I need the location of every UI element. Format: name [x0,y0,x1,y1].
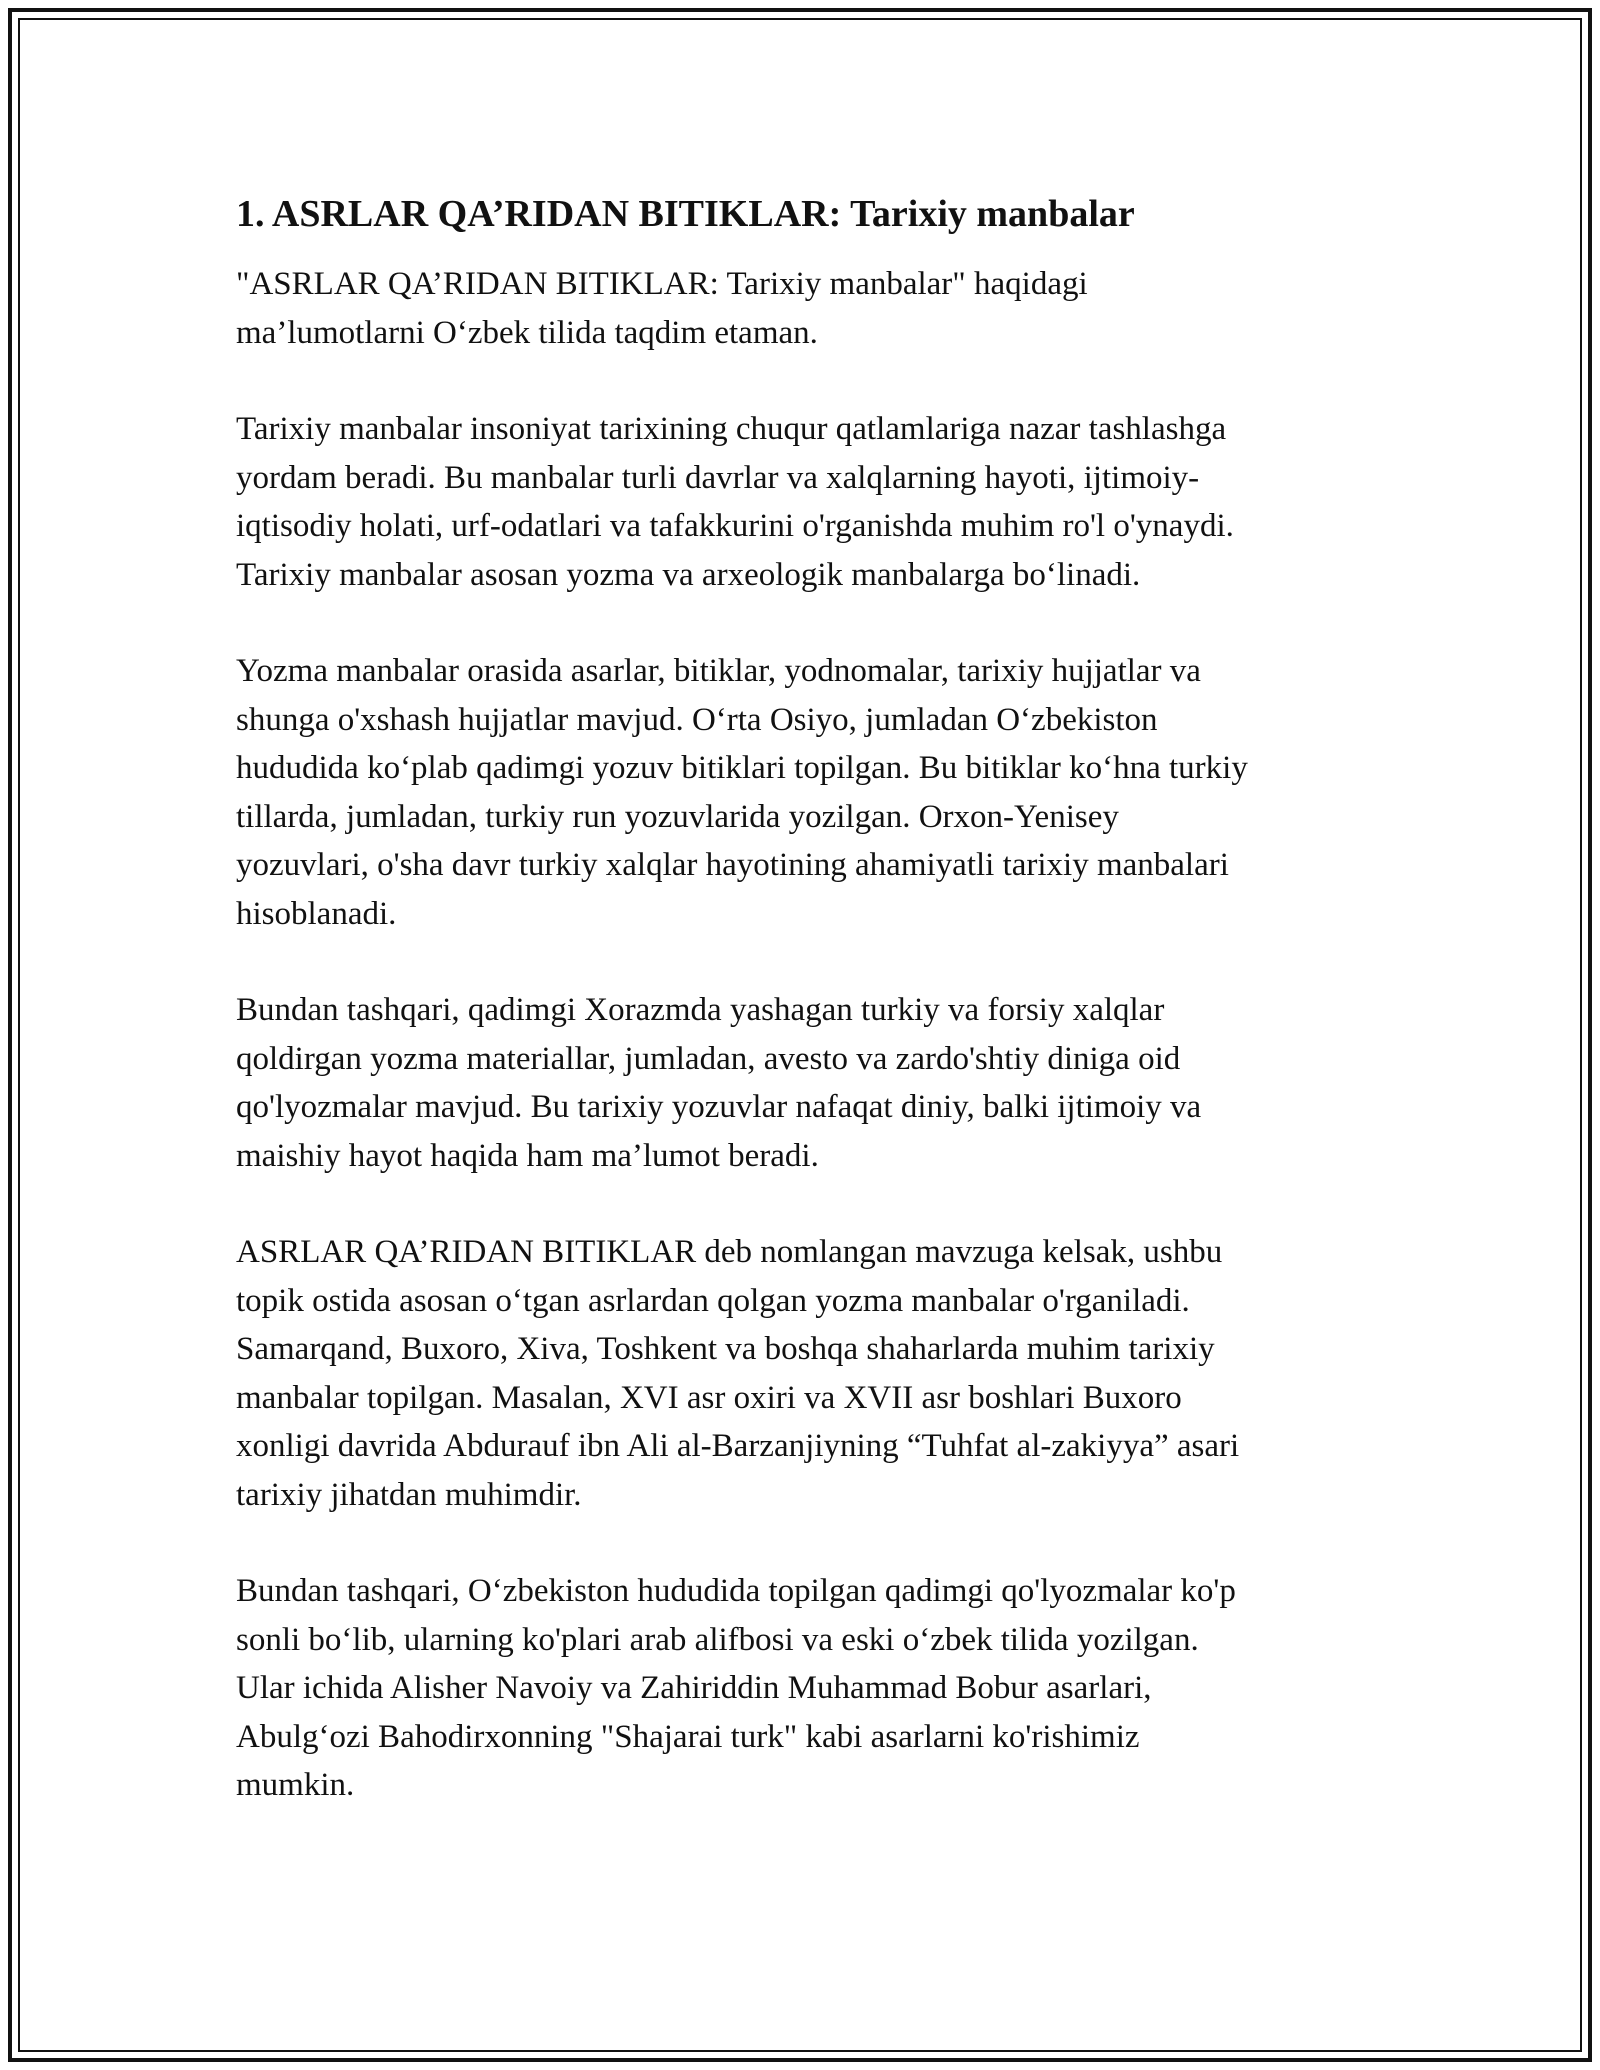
text-line: ma’lumotlarni O‘zbek tilida taqdim etaman. [236,314,818,351]
text-line: Bundan tashqari, O‘zbekiston hududida topilgan qadimgi qo'lyozmalar ko'p [236,1573,1236,1609]
text-line: shunga o'xshash hujjatlar mavjud. O‘rta Osiyo, jumladan O‘zbekiston [236,701,1158,738]
paragraph-intro [236,260,1376,357]
text-line: topik ostida asosan o‘tgan asrlardan qolgan yozma manbalar o'rganiladi. [236,1282,1190,1319]
text-line: Tarixiy manbalar asosan yozma va arxeologik manbalarga bo‘linadi. [236,556,1141,593]
text-line: Yozma manbalar orasida asarlar, bitiklar, yodnomalar, tarixiy hujjatlar va [236,653,1201,689]
text-line: qoldirgan yozma materiallar, jumladan, avesto va zardo'shtiy diniga oid [236,1040,1181,1077]
text-line: hududida ko‘plab qadimgi yozuv bitiklari topilgan. Bu bitiklar ko‘hna turkiy [236,750,1248,786]
document-body [236,188,1376,1858]
text-line: qo'lyozmalar mavjud. Bu tarixiy yozuvlar nafaqat diniy, balki ijtimoiy va [236,1089,1202,1125]
text-line: yozuvlari, o'sha davr turkiy xalqlar hayotining ahamiyatli tarixiy manbalari [236,847,1229,883]
document-heading: 1. ASRLAR QA’RIDAN BITIKLAR: Tarixiy manbalar [236,193,1135,235]
text-line: yordam beradi. Bu manbalar turli davrlar va xalqlarning hayoti, ijtimoiy- [236,459,1200,496]
text-line: tarixiy jihatdan muhimdir. [236,1476,582,1513]
text-line: tillarda, jumladan, turkiy run yozuvlarida yozilgan. Orxon-Yenisey [236,798,1119,835]
text-line: Samarqand, Buxoro, Xiva, Toshkent va boshqa shaharlarda muhim tarixiy [236,1331,1215,1367]
paragraph-sources-overview [236,405,1376,599]
paragraph-manuscripts [236,1567,1376,1810]
text-line: hisoblanadi. [236,895,397,932]
text-line: Ular ichida Alisher Navoiy va Zahiriddin Muhammad Bobur asarlari, [236,1670,1152,1706]
text-line: sonli bo‘lib, ularning ko'plari arab alifbosi va eski o‘zbek tilida yozilgan. [236,1621,1199,1658]
text-line: Bundan tashqari, qadimgi Xorazmda yashagan turkiy va forsiy xalqlar [236,992,1165,1028]
paragraph-topic [236,1228,1376,1519]
text-line: Abulg‘ozi Bahodirxonning "Shajarai turk" kabi asarlarni ko'rishimiz [236,1718,1140,1755]
text-line: ASRLAR QA’RIDAN BITIKLAR deb nomlangan mavzuga kelsak, ushbu [236,1234,1223,1270]
paragraph-written-sources [236,647,1376,938]
text-line: xonligi davrida Abdurauf ibn Ali al-Barzanjiyning “Tuhfat al-zakiyya” asari [236,1428,1240,1464]
text-line: maishiy hayot haqida ham ma’lumot beradi. [236,1137,819,1174]
paragraph-khorezm [236,986,1376,1180]
text-line: manbalar topilgan. Masalan, XVI asr oxiri va XVII asr boshlari Buxoro [236,1379,1182,1416]
text-line: mumkin. [236,1767,355,1803]
text-line: "ASRLAR QA’RIDAN BITIKLAR: Tarixiy manbalar" haqidagi [236,266,1088,302]
text-line: Tarixiy manbalar insoniyat tarixining chuqur qatlamlariga nazar tashlashga [236,411,1227,447]
text-line: iqtisodiy holati, urf-odatlari va tafakkurini o'rganishda muhim ro'l o'ynaydi. [236,508,1234,544]
